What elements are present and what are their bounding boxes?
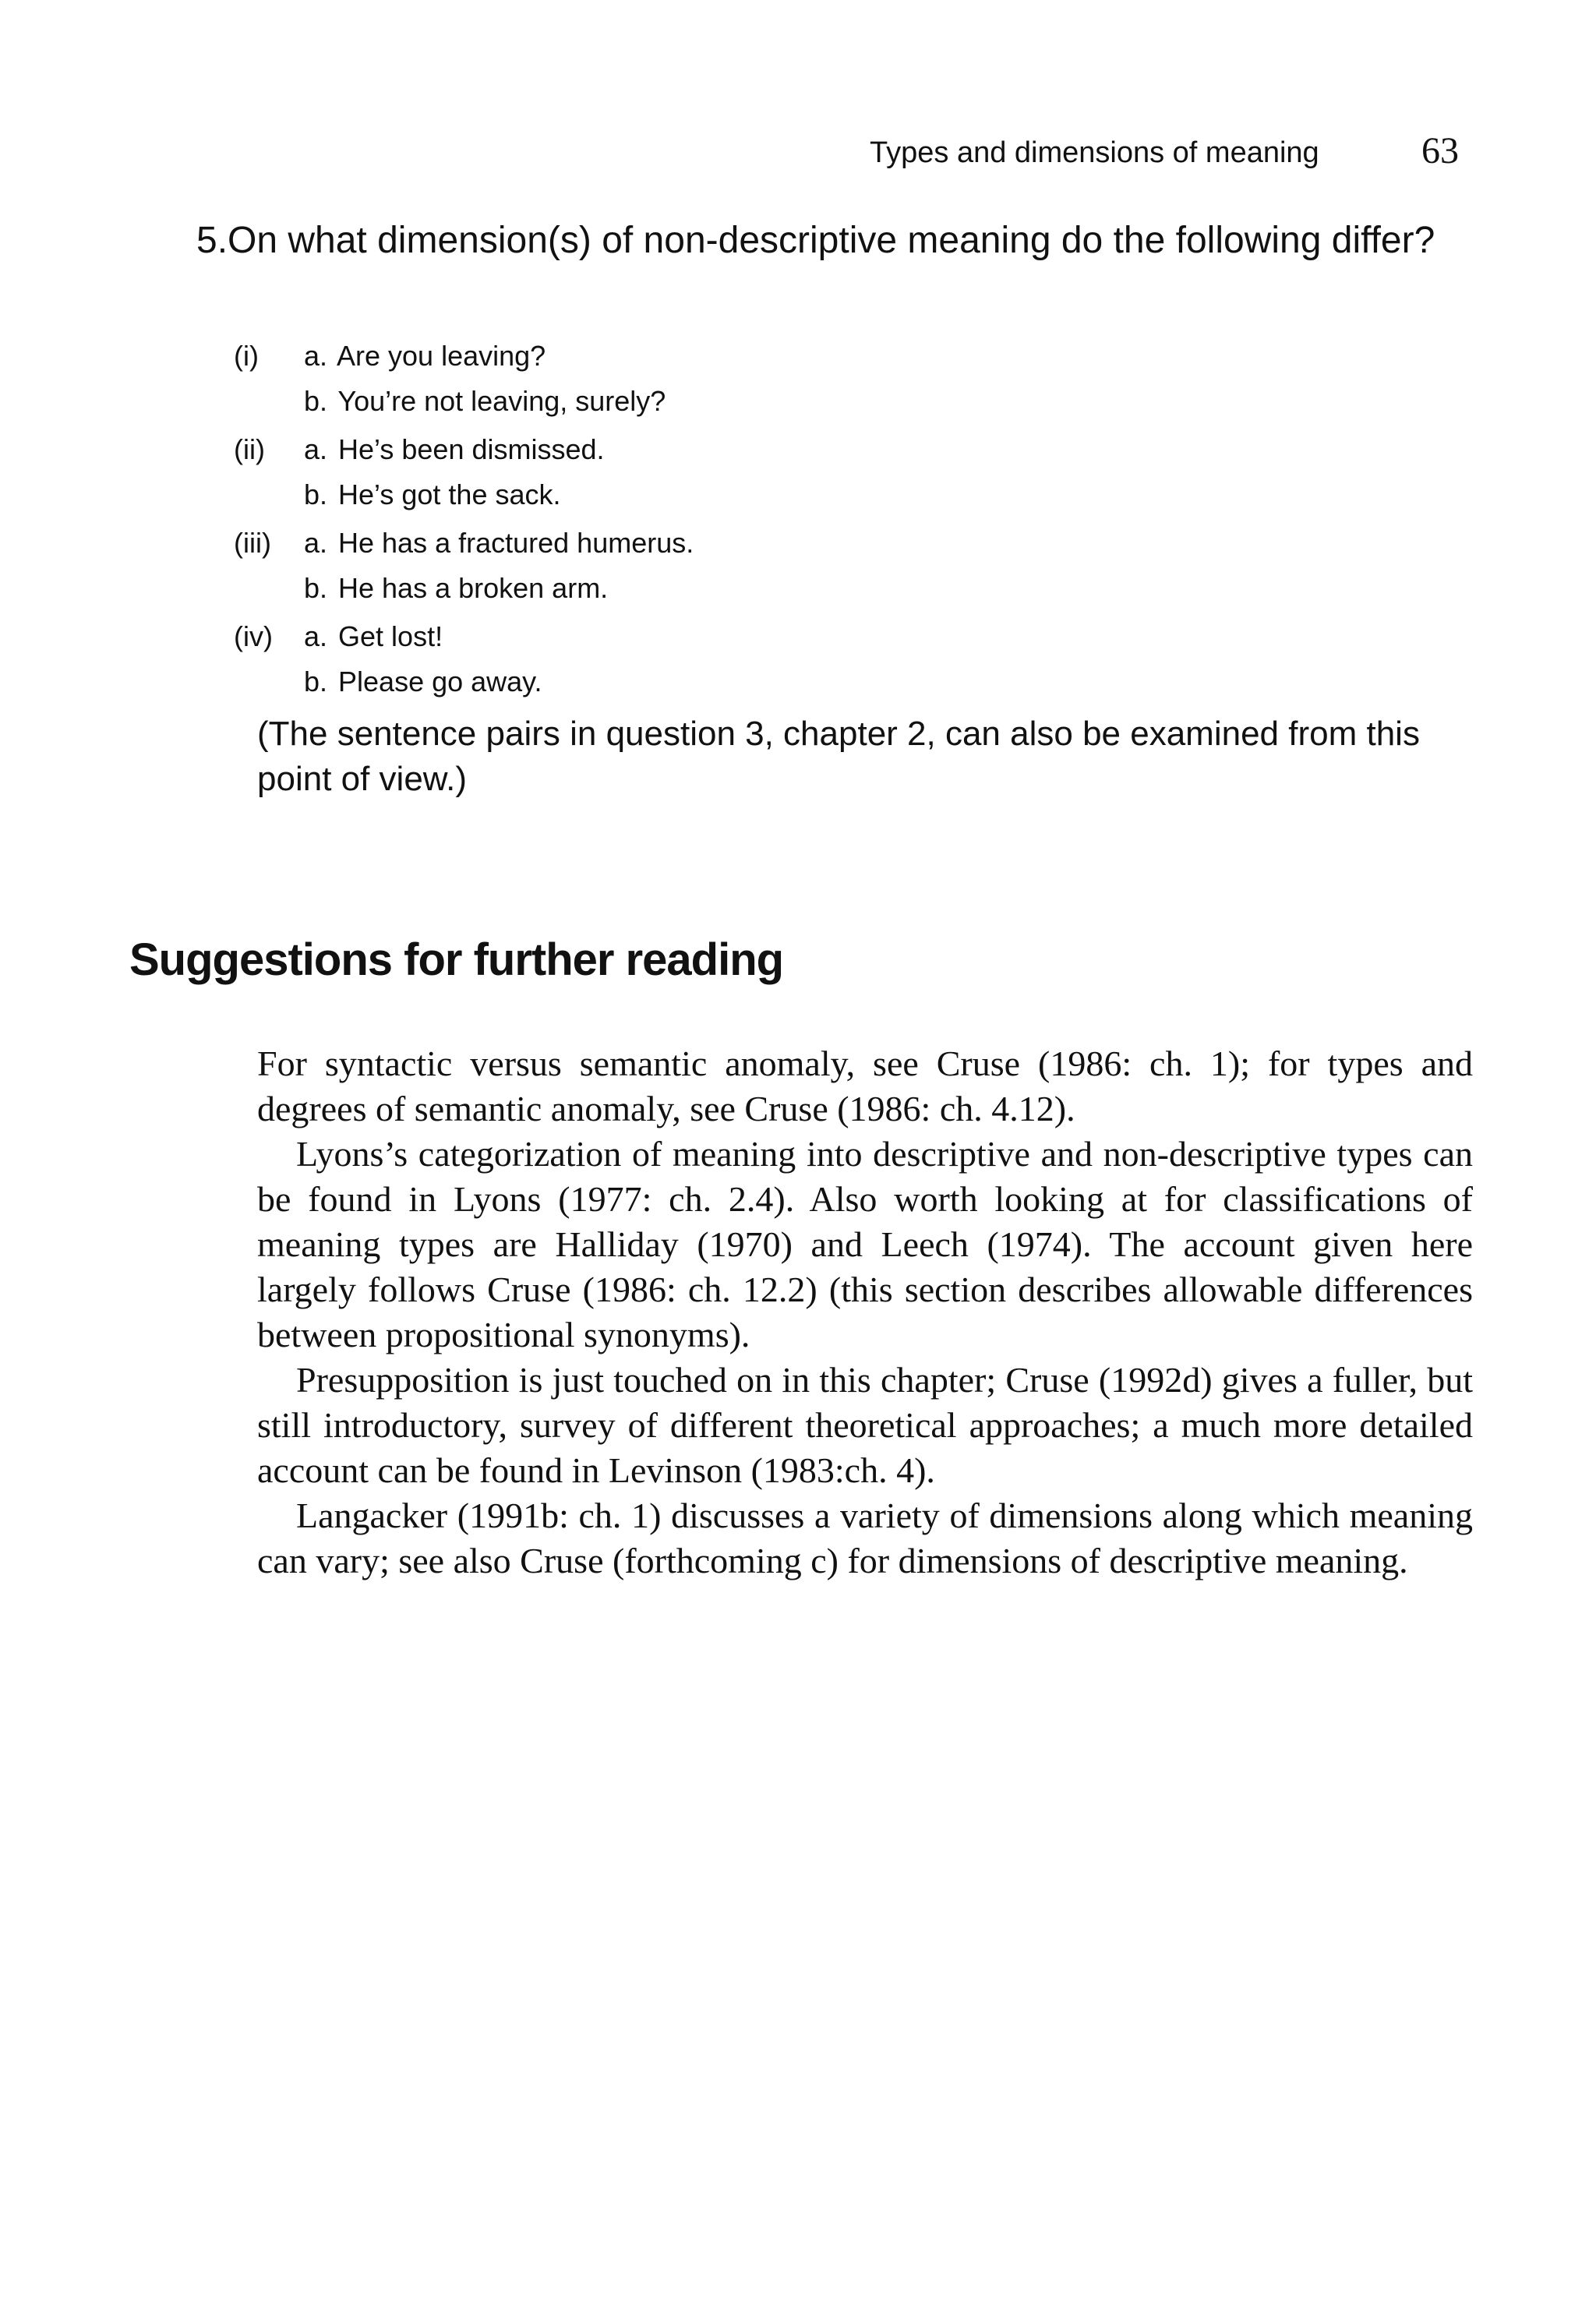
- further-reading-body: [257, 1041, 1473, 1584]
- sentence-pair: [234, 521, 694, 611]
- paragraph: Lyons’s categorization of meaning into descriptive and non-descriptive types can be found in Lyons (1977: ch. 2.4). Also worth looking at for classifications of meaning types are Halliday (1970) and Leech (1974). The account given here largely follows Cruse (1986: ch. 12.2) (this section describes allowable differences between propositional synonyms).: [257, 1134, 1473, 1354]
- sentence-pair: [234, 427, 694, 517]
- paragraph: Presupposition is just touched on in this chapter; Cruse (1992d) gives a fuller, but still introductory, survey of different theoretical approaches; a much more detailed account can be found in Levinson (1983:ch. 4).: [257, 1360, 1473, 1490]
- sentence-text: You’re not leaving, surely?: [337, 385, 666, 417]
- sentence-text: He has a broken arm.: [338, 572, 609, 604]
- label-b: b.: [304, 666, 328, 697]
- sentence-pair: [234, 334, 694, 424]
- sentence-text: Please go away.: [338, 666, 542, 697]
- label-b: b.: [304, 572, 328, 604]
- sentence-text: He’s got the sack.: [338, 479, 561, 510]
- paragraph: For syntactic versus semantic anomaly, see Cruse (1986: ch. 1); for types and degrees of semantic anomaly, see Cruse (1986: ch. 4.12).: [257, 1044, 1473, 1128]
- sentence-b: [234, 379, 694, 424]
- label-a: a.: [304, 620, 328, 652]
- sentence-pairs: [234, 334, 694, 708]
- pair-numeral: (ii): [234, 433, 265, 465]
- sentence-b: [234, 566, 694, 611]
- sentence-text: He’s been dismissed.: [338, 433, 605, 465]
- sentence-pair: [234, 614, 694, 705]
- sentence-a: [234, 427, 694, 472]
- sentence-text: Get lost!: [338, 620, 443, 652]
- question-number: 5.: [196, 220, 228, 261]
- sentence-a: [234, 614, 694, 659]
- sentence-a: [234, 334, 694, 379]
- running-head: Types and dimensions of meaning: [870, 136, 1319, 169]
- label-a: a.: [304, 340, 328, 372]
- question-5: [196, 218, 1474, 263]
- section-heading: Suggestions for further reading: [129, 934, 784, 985]
- label-a: a.: [304, 527, 328, 559]
- sentence-b: [234, 659, 694, 705]
- pair-numeral: (iii): [234, 527, 271, 559]
- question-note: (The sentence pairs in question 3, chapter 2, can also be examined from this point of view.): [257, 715, 1420, 798]
- page-number: 63: [1421, 130, 1459, 171]
- label-b: b.: [304, 479, 328, 510]
- paragraph: Langacker (1991b: ch. 1) discusses a variety of dimensions along which meaning can vary; see also Cruse (forthcoming c) for dimensions of descriptive meaning.: [257, 1496, 1473, 1580]
- sentence-a: [234, 521, 694, 566]
- label-b: b.: [304, 385, 328, 417]
- sentence-text: He has a fractured humerus.: [338, 527, 694, 559]
- pair-numeral: (iv): [234, 620, 273, 652]
- pair-numeral: (i): [234, 340, 259, 372]
- sentence-b: [234, 472, 694, 517]
- label-a: a.: [304, 433, 328, 465]
- question-text: On what dimension(s) of non-descriptive meaning do the following differ?: [228, 220, 1435, 261]
- sentence-text: Are you leaving?: [337, 340, 546, 372]
